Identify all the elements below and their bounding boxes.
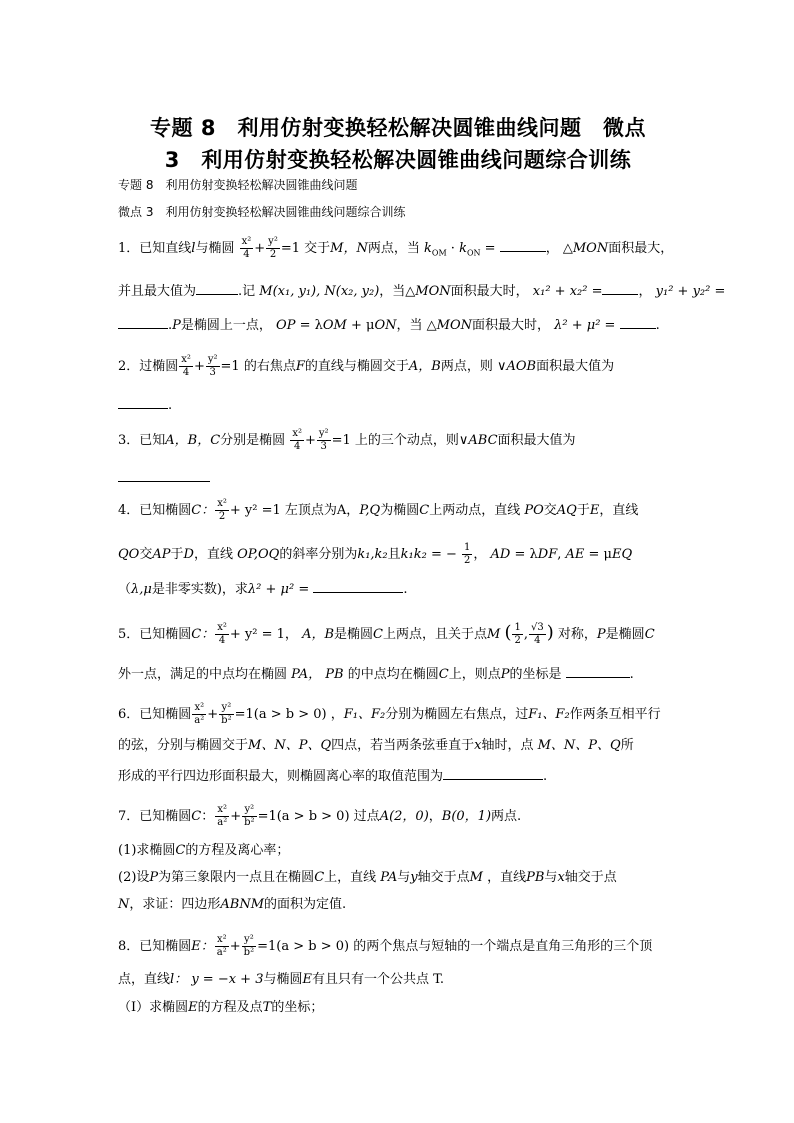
answer-blank[interactable] bbox=[566, 665, 630, 678]
problem-2: 2．过椭圆 $\frac{\text{x²}}{4}$ + $\frac{\text{y²}}{3}$ =1 的右焦点F的直线与椭圆交于A，B两点，则 ∨AOB面积最大值为 bbox=[118, 354, 615, 378]
problem-6-line-2: 的弦，分别与椭圆交于M、N、P、Q四点，若当两条弦垂直于x轴时，点 M、N、P、Q所 bbox=[118, 738, 634, 753]
problem-8-line-1: 8．已知椭圆E： $\frac{\text{x²}}{\text{a²}}$ + $\frac{\text{y²}}{\text{b²}}$ =1(a > b > 0) 的两个焦点与短轴的一个端点是直角三角形的三个顶 bbox=[118, 934, 653, 958]
answer-blank[interactable] bbox=[602, 282, 638, 295]
answer-blank[interactable] bbox=[196, 282, 238, 295]
answer-blank[interactable] bbox=[118, 469, 210, 482]
answer-blank[interactable] bbox=[313, 580, 403, 593]
problem-7-question-2-line-2: N，求证：四边形ABNM的面积为定值. bbox=[118, 897, 347, 912]
problem-4-line-3: （λ,μ是非零实数)，求λ² + μ² = . bbox=[118, 582, 408, 597]
title-line-2: 3 利用仿射变换轻松解决圆锥曲线问题综合训练 bbox=[164, 148, 632, 172]
point-subtitle: 微点 3 利用仿射变换轻松解决圆锥曲线问题综合训练 bbox=[118, 205, 406, 219]
problem-1-line-2: 并且最大值为 .记 M(x₁, y₁), N(x₂, y₂)，当△MON面积最大时， x₁² + x₂² = ， y₁² + y₂² = bbox=[118, 284, 726, 299]
problem-6-line-3: 形成的平行四边形面积最大，则椭圆离心率的取值范围为 . bbox=[118, 769, 548, 784]
problem-4-line-1: 4．已知椭圆C： $\frac{\text{x²}}{2}$ + y² =1 左顶点为A，P,Q为椭圆C上两动点，直线 PO交AQ于E，直线 bbox=[118, 498, 639, 522]
topic-subtitle: 专题 8 利用仿射变换轻松解决圆锥曲线问题 bbox=[118, 178, 358, 192]
problem-4-line-2: QO交AP于D，直线 OP,OQ的斜率分别为k₁,k₂且k₁k₂ = − $\frac{1}{2}$ ， AD = λDF, AE = μEQ bbox=[118, 542, 633, 566]
page-title bbox=[100, 112, 696, 176]
problem-2-answer-line: . bbox=[118, 396, 683, 414]
answer-blank[interactable] bbox=[500, 239, 546, 252]
problem-1-line-1: 1．已知直线l与椭圆 $\frac{\text{x²}}{4}$ + $\frac{\text{y²}}{2}$ =1 交于M，N两点，当 $k_{OM} \cdot k_{ON}$ = ， △MON面积最大， bbox=[118, 236, 674, 260]
problem-5-line-1: 5．已知椭圆C： $\frac{\text{x²}}{4}$ + y² = 1， A，B是椭圆C上两点，且关于点M ( $\frac{1}{2}$ , $\frac{√3}{4}$ ) 对称，P是椭圆C bbox=[118, 622, 655, 646]
problem-8-question-1: （I）求椭圆E的方程及点T的坐标； bbox=[118, 1000, 324, 1015]
problem-5-line-2: 外一点，满足的中点均在椭圆 PA， PB 的中点均在椭圆C上，则点P的坐标是 . bbox=[118, 667, 634, 682]
problem-7: 7．已知椭圆C： $\frac{\text{x²}}{\text{a²}}$ + $\frac{\text{y²}}{\text{b²}}$ =1(a > b > 0) 过点A(2，0)，B(0，1)两点. bbox=[118, 804, 522, 828]
answer-blank[interactable] bbox=[620, 316, 656, 329]
problem-3-answer-line bbox=[118, 469, 683, 487]
answer-blank[interactable] bbox=[118, 396, 168, 409]
problem-7-question-2-line-1: (2)设P为第三象限内一点且在椭圆C上，直线 PA与y轴交于点M ，直线PB与x轴交于点 bbox=[118, 870, 617, 885]
problem-8-line-2: 点，直线l： y = −x + 3与椭圆E有且只有一个公共点 T. bbox=[118, 972, 445, 987]
answer-blank[interactable] bbox=[443, 767, 543, 780]
problem-3: 3．已知A，B，C分别是椭圆 $\frac{\text{x²}}{4}$ + $\frac{\text{y²}}{3}$ =1 上的三个动点，则∨ABC面积最大值为 bbox=[118, 428, 576, 452]
title-line-1: 专题 8 利用仿射变换轻松解决圆锥曲线问题 微点 bbox=[150, 116, 646, 140]
answer-blank[interactable] bbox=[118, 316, 168, 329]
problem-1-line-3: .P是椭圆上一点， OP = λOM + μON，当 △MON面积最大时， λ² + μ² = . bbox=[118, 316, 683, 334]
problem-7-question-1: (1)求椭圆C的方程及离心率； bbox=[118, 843, 290, 858]
problem-6-line-1: 6．已知椭圆 $\frac{\text{x²}}{\text{a²}}$ + $\frac{\text{y²}}{\text{b²}}$ =1(a > b > 0) ，F₁、F₂分别为椭圆左右焦点，过F₁、F₂作两条互相平行 bbox=[118, 702, 661, 726]
